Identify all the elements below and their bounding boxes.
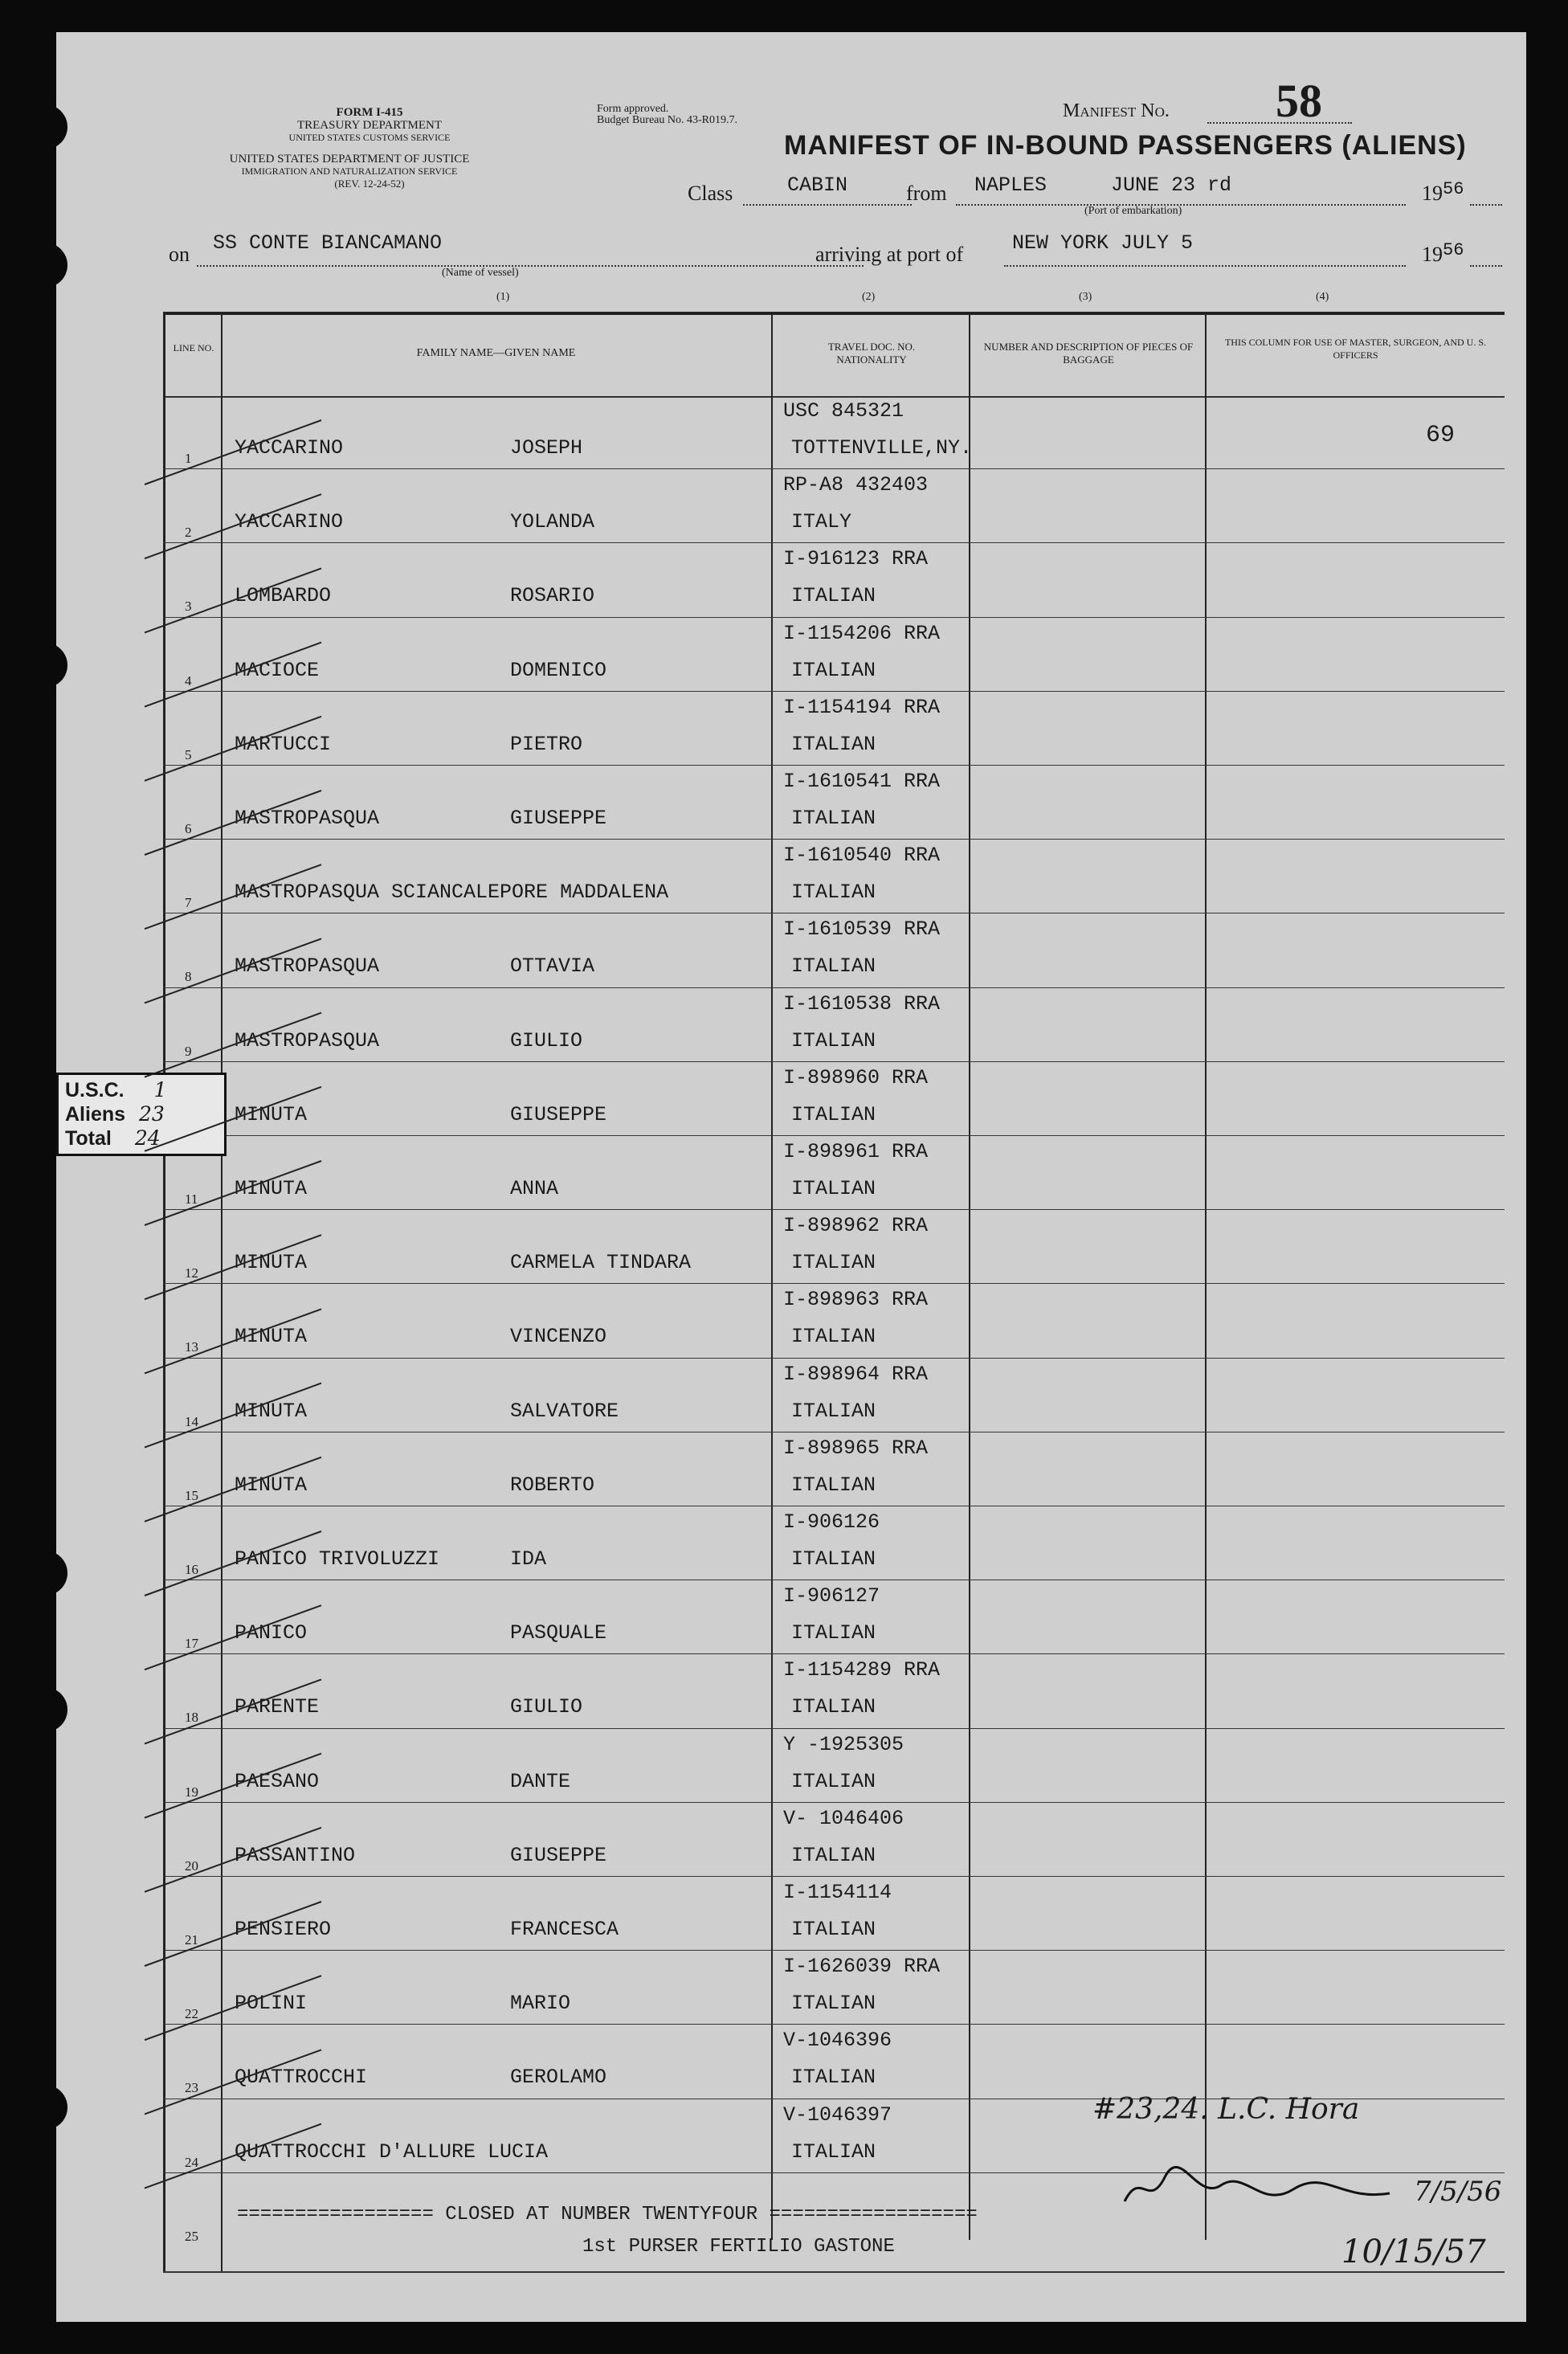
line-number: 2 bbox=[185, 525, 192, 541]
line-number: 18 bbox=[185, 1710, 198, 1726]
nationality: ITALIAN bbox=[791, 732, 876, 756]
line-number: 15 bbox=[185, 1487, 198, 1503]
given-name: ANNA bbox=[510, 1177, 559, 1200]
check-mark bbox=[145, 568, 321, 632]
handwritten-note: #23,24. L.C. Hora bbox=[1092, 2093, 1360, 2126]
given-name: ROSARIO bbox=[510, 584, 595, 608]
given-name: IDA bbox=[510, 1547, 547, 1571]
nationality: TOTTENVILLE,NY. bbox=[791, 436, 973, 460]
vessel-label: (Name of vessel) bbox=[442, 267, 519, 279]
form-revision: (REV. 12-24-52) bbox=[334, 178, 405, 190]
line-number: 4 bbox=[185, 672, 192, 689]
check-mark bbox=[145, 1531, 321, 1596]
manifest-page bbox=[56, 32, 1526, 2322]
family-name: PAESANO bbox=[235, 1769, 320, 1793]
col-name: FAMILY NAME—GIVEN NAME bbox=[416, 347, 576, 359]
check-mark bbox=[145, 1828, 321, 1892]
travel-doc-number: I-906127 bbox=[783, 1584, 880, 1608]
budget-bureau: Budget Bureau No. 43-R019.7. bbox=[597, 114, 737, 126]
dept-ins: IMMIGRATION AND NATURALIZATION SERVICE bbox=[241, 166, 458, 177]
family-name: MASTROPASQUA bbox=[235, 954, 380, 979]
family-name: MINUTA bbox=[235, 1473, 308, 1497]
nationality: ITALIAN bbox=[791, 1102, 876, 1126]
travel-doc-number: I-898963 RRA bbox=[783, 1288, 929, 1312]
line-number: 16 bbox=[185, 1562, 198, 1577]
family-name: YACCARINO bbox=[235, 436, 344, 460]
travel-doc-number: Y -1925305 bbox=[783, 1732, 904, 1756]
line-number: 12 bbox=[185, 1265, 198, 1281]
nationality: ITALIAN bbox=[791, 881, 876, 905]
nationality: ITALIAN bbox=[791, 658, 876, 682]
line-number: 8 bbox=[185, 969, 192, 985]
nationality: ITALIAN bbox=[791, 1473, 876, 1497]
check-mark bbox=[145, 1902, 321, 1966]
check-mark bbox=[145, 494, 321, 558]
given-name: VINCENZO bbox=[510, 1325, 607, 1349]
from-value: NAPLES bbox=[974, 174, 1047, 197]
arrival-port-date: NEW YORK JULY 5 bbox=[1012, 231, 1194, 255]
line-number: 6 bbox=[185, 821, 192, 836]
given-name: GIUSEPPE bbox=[510, 807, 607, 830]
given-name: OTTAVIA bbox=[510, 954, 595, 979]
check-mark bbox=[145, 1235, 321, 1299]
line-number: 11 bbox=[185, 1191, 198, 1207]
dept-justice: UNITED STATES DEPARTMENT OF JUSTICE bbox=[229, 153, 470, 166]
officer-note: 69 bbox=[1426, 422, 1456, 449]
check-mark bbox=[145, 1383, 321, 1448]
given-name: GIULIO bbox=[510, 1028, 583, 1052]
port-embark-label: (Port of embarkation) bbox=[1084, 205, 1182, 217]
family-name: PANICO TRIVOLUZZI bbox=[235, 1547, 440, 1571]
travel-doc-number: I-1154194 RRA bbox=[783, 695, 941, 719]
family-name: MASTROPASQUA bbox=[235, 1028, 380, 1052]
family-name: YACCARINO bbox=[235, 510, 344, 534]
line-number: 21 bbox=[185, 1932, 198, 1947]
given-name: DOMENICO bbox=[510, 658, 607, 682]
purser-name: 1st PURSER FERTILIO GASTONE bbox=[582, 2236, 895, 2258]
manifest-title: MANIFEST OF IN-BOUND PASSENGERS (ALIENS) bbox=[784, 130, 1467, 161]
check-mark bbox=[145, 2050, 321, 2114]
line-number: 14 bbox=[185, 1413, 198, 1429]
nationality: ITALIAN bbox=[791, 1177, 876, 1200]
line-number: 7 bbox=[185, 895, 192, 911]
check-mark bbox=[145, 1161, 321, 1225]
given-name: CARMELA TINDARA bbox=[510, 1251, 692, 1275]
given-name: GIULIO bbox=[510, 1695, 583, 1719]
dept-customs: UNITED STATES CUSTOMS SERVICE bbox=[288, 132, 451, 143]
line-number: 5 bbox=[185, 746, 192, 762]
col-num-3: (3) bbox=[1079, 291, 1092, 303]
given-name: GIUSEPPE bbox=[510, 1843, 607, 1867]
given-name: JOSEPH bbox=[510, 436, 583, 460]
travel-doc-number: I-898965 RRA bbox=[783, 1436, 929, 1460]
travel-doc-number: I-1626039 RRA bbox=[783, 1955, 941, 1979]
family-name: QUATTROCCHI bbox=[235, 2066, 368, 2090]
travel-doc-number: I-1154289 RRA bbox=[783, 1658, 941, 1682]
check-mark bbox=[145, 643, 321, 707]
family-name: MINUTA bbox=[235, 1399, 308, 1423]
line-number: 3 bbox=[185, 599, 192, 615]
nationality: ITALIAN bbox=[791, 1992, 876, 2016]
travel-doc-number: I-906126 bbox=[783, 1510, 880, 1534]
line-number: 9 bbox=[185, 1043, 192, 1059]
col-line-no: LINE NO. bbox=[173, 342, 214, 354]
nationality: ITALIAN bbox=[791, 1843, 876, 1867]
nationality: ITALIAN bbox=[791, 1028, 876, 1052]
given-name: PASQUALE bbox=[510, 1621, 607, 1645]
col-baggage: NUMBER AND DESCRIPTION OF PIECES OF BAGGAGE bbox=[983, 341, 1194, 366]
travel-doc-number: USC 845321 bbox=[783, 399, 904, 423]
class-label: Class bbox=[688, 182, 733, 205]
family-name: MINUTA bbox=[235, 1177, 308, 1200]
nationality: ITALIAN bbox=[791, 1695, 876, 1719]
check-mark bbox=[145, 1309, 321, 1373]
check-mark bbox=[145, 791, 321, 855]
line-number: 13 bbox=[185, 1339, 198, 1355]
family-name: LOMBARDO bbox=[235, 584, 332, 608]
col-num-4: (4) bbox=[1316, 291, 1329, 303]
line-number: 24 bbox=[185, 2154, 198, 2170]
given-name: PIETRO bbox=[510, 732, 583, 756]
check-mark bbox=[145, 420, 321, 484]
travel-doc-number: V- 1046406 bbox=[783, 1806, 904, 1830]
travel-doc-number: I-1610538 RRA bbox=[783, 991, 941, 1016]
travel-doc-number: I-916123 RRA bbox=[783, 547, 929, 571]
line-number: 22 bbox=[185, 2006, 198, 2022]
check-mark bbox=[145, 1087, 321, 1151]
nationality: ITALIAN bbox=[791, 1547, 876, 1571]
form-number: FORM I-415 bbox=[336, 106, 403, 119]
line-number: 17 bbox=[185, 1636, 198, 1652]
col-officers: THIS COLUMN FOR USE OF MASTER, SURGEON, AND U. S. OFFICERS bbox=[1224, 337, 1487, 361]
family-name: PANICO bbox=[235, 1621, 308, 1645]
given-name: FRANCESCA bbox=[510, 1918, 619, 1941]
nationality: ITALIAN bbox=[791, 2139, 876, 2164]
embark-date: JUNE 23 rd bbox=[1111, 174, 1232, 197]
handwritten-date-2: 10/15/57 bbox=[1341, 2233, 1486, 2270]
nationality: ITALIAN bbox=[791, 1918, 876, 1941]
check-mark bbox=[145, 938, 321, 1003]
on-label: on bbox=[169, 243, 190, 266]
family-name: MASTROPASQUA SCIANCALEPORE MADDALENA bbox=[235, 881, 669, 905]
dept-treasury: TREASURY DEPARTMENT bbox=[296, 119, 443, 132]
travel-doc-number: I-1610541 RRA bbox=[783, 770, 941, 793]
check-mark bbox=[145, 1457, 321, 1522]
line-number: 20 bbox=[185, 1857, 198, 1874]
check-mark bbox=[145, 864, 321, 929]
check-marks bbox=[56, 32, 1526, 2322]
family-name: MASTROPASQUA bbox=[235, 807, 380, 830]
manifest-number: 58 bbox=[1276, 75, 1322, 127]
closing-statement: ================= CLOSED AT NUMBER TWENTYFOUR ================== bbox=[237, 2204, 978, 2225]
usc-count: U.S.C. 1 bbox=[65, 1078, 167, 1101]
travel-doc-number: RP-A8 432403 bbox=[783, 473, 929, 497]
line-number: 25 bbox=[185, 2228, 198, 2244]
family-name: POLINI bbox=[235, 1992, 308, 2016]
nationality: ITALY bbox=[791, 510, 852, 534]
nationality: ITALIAN bbox=[791, 1325, 876, 1349]
family-name: QUATTROCCHI D'ALLURE LUCIA bbox=[235, 2139, 549, 2164]
travel-doc-number: I-898960 RRA bbox=[783, 1065, 929, 1089]
given-name: SALVATORE bbox=[510, 1399, 619, 1423]
travel-doc-number: V-1046397 bbox=[783, 2103, 892, 2127]
class-value: CABIN bbox=[787, 174, 848, 197]
line-number: 1 bbox=[185, 451, 192, 466]
family-name: MINUTA bbox=[235, 1325, 308, 1349]
nationality: ITALIAN bbox=[791, 1621, 876, 1645]
nationality: ITALIAN bbox=[791, 1399, 876, 1423]
travel-doc-number: I-898961 RRA bbox=[783, 1140, 929, 1163]
from-label: from bbox=[906, 182, 947, 205]
check-mark bbox=[145, 1605, 321, 1669]
given-name: DANTE bbox=[510, 1769, 571, 1793]
given-name: ROBERTO bbox=[510, 1473, 595, 1497]
check-mark bbox=[145, 1976, 321, 2040]
family-name: PASSANTINO bbox=[235, 1843, 356, 1867]
travel-doc-number: I-898964 RRA bbox=[783, 1362, 929, 1386]
check-mark bbox=[145, 1754, 321, 1818]
form-approved: Form approved. bbox=[597, 103, 669, 115]
travel-doc-number: I-1154114 bbox=[783, 1881, 892, 1904]
check-mark bbox=[145, 2124, 321, 2188]
family-name: MINUTA bbox=[235, 1102, 308, 1126]
given-name: MARIO bbox=[510, 1992, 571, 2016]
travel-doc-number: I-1154206 RRA bbox=[783, 621, 941, 645]
nationality: ITALIAN bbox=[791, 1251, 876, 1275]
nationality: ITALIAN bbox=[791, 954, 876, 979]
year2: $19^{56}$ bbox=[1422, 240, 1464, 266]
check-mark bbox=[145, 1679, 321, 1743]
col-travel: TRAVEL DOC. NO. NATIONALITY bbox=[827, 341, 916, 366]
family-name: MARTUCCI bbox=[235, 732, 332, 756]
nationality: ITALIAN bbox=[791, 584, 876, 608]
family-name: MINUTA bbox=[235, 1251, 308, 1275]
travel-doc-number: V-1046396 bbox=[783, 2029, 892, 2053]
given-name: GIUSEPPE bbox=[510, 1102, 607, 1126]
nationality: ITALIAN bbox=[791, 2066, 876, 2090]
check-mark bbox=[145, 717, 321, 781]
total-count: Total 24 bbox=[65, 1126, 161, 1150]
line-number: 19 bbox=[185, 1784, 198, 1800]
family-name: PENSIERO bbox=[235, 1918, 332, 1941]
handwritten-date: 7/5/56 bbox=[1414, 2176, 1502, 2208]
nationality: ITALIAN bbox=[791, 807, 876, 830]
check-mark bbox=[145, 1013, 321, 1077]
nationality: ITALIAN bbox=[791, 1769, 876, 1793]
family-name: MACIOCE bbox=[235, 658, 320, 682]
travel-doc-number: I-898962 RRA bbox=[783, 1214, 929, 1238]
line-number: 23 bbox=[185, 2080, 198, 2096]
manifest-label: Manifest No. bbox=[1063, 100, 1170, 121]
col-num-2: (2) bbox=[862, 291, 876, 303]
aliens-count: Aliens 23 bbox=[65, 1102, 165, 1126]
family-name: PARENTE bbox=[235, 1695, 320, 1719]
given-name: GEROLAMO bbox=[510, 2066, 607, 2090]
col-num-1: (1) bbox=[496, 291, 510, 303]
travel-doc-number: I-1610540 RRA bbox=[783, 844, 941, 868]
vessel-name: SS CONTE BIANCAMANO bbox=[213, 231, 443, 255]
travel-doc-number: I-1610539 RRA bbox=[783, 917, 941, 942]
arriving-label: arriving at port of bbox=[815, 243, 964, 266]
year1: $19^{56}$ bbox=[1422, 179, 1464, 205]
given-name: YOLANDA bbox=[510, 510, 595, 534]
